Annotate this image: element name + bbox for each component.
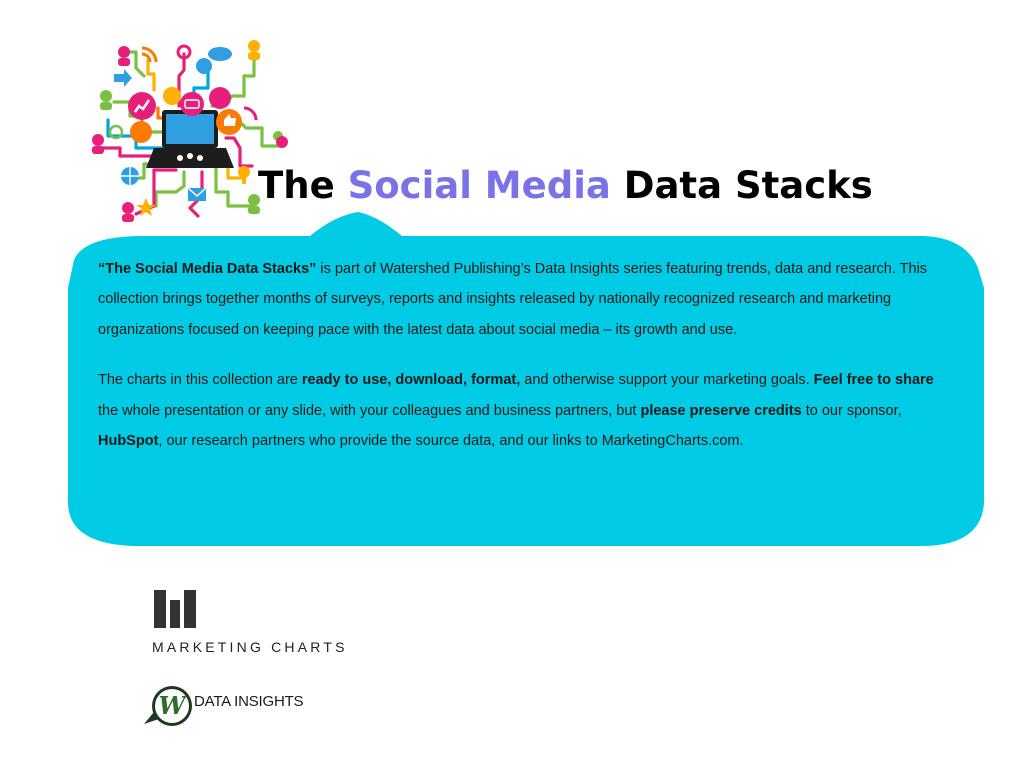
usage-text-2: and otherwise support your marketing goals. (520, 372, 814, 389)
usage-text-4: to our sponsor, (801, 402, 902, 419)
marketing-charts-wordmark: MARKETING CHARTS (152, 639, 348, 655)
intro-text: is part of Watershed Publishing’s Data Insights series featuring trends, data and research. This collection brings together months of surveys, reports and insights released by nationally recognized research and marketing organizations focused on keeping pace with the latest data about social media – its growth and use. (98, 261, 928, 338)
badge-letter: W (158, 691, 186, 720)
title-prefix: The (258, 164, 335, 207)
usage-text-1: The charts in this collection are (98, 372, 302, 389)
data-insights-logo (140, 684, 340, 728)
usage-bold-1: ready to use, download, format, (301, 372, 521, 389)
intro-quote: “The Social Media Data Stacks” (98, 261, 317, 277)
title-suffix: Data Stacks (623, 164, 873, 207)
usage-bold-4: HubSpot (98, 433, 159, 450)
usage-bold-3: please preserve credits (640, 402, 802, 419)
usage-text-5: , our research partners who provide the source data, and our links to MarketingCharts.com. (158, 433, 744, 450)
usage-paragraph (98, 365, 954, 456)
title-accent: Social Media (347, 164, 611, 207)
usage-text-3: the whole presentation or any slide, with your colleagues and business partners, but (98, 402, 641, 419)
data-insights-label: DATA INSIGHTS (194, 693, 304, 710)
watershed-badge-icon (140, 684, 198, 728)
intro-paragraph (98, 254, 954, 345)
page-title (258, 160, 873, 212)
usage-bold-2: Feel free to share (813, 372, 934, 389)
description-text (98, 254, 954, 476)
marketing-charts-bars-icon (152, 588, 200, 630)
